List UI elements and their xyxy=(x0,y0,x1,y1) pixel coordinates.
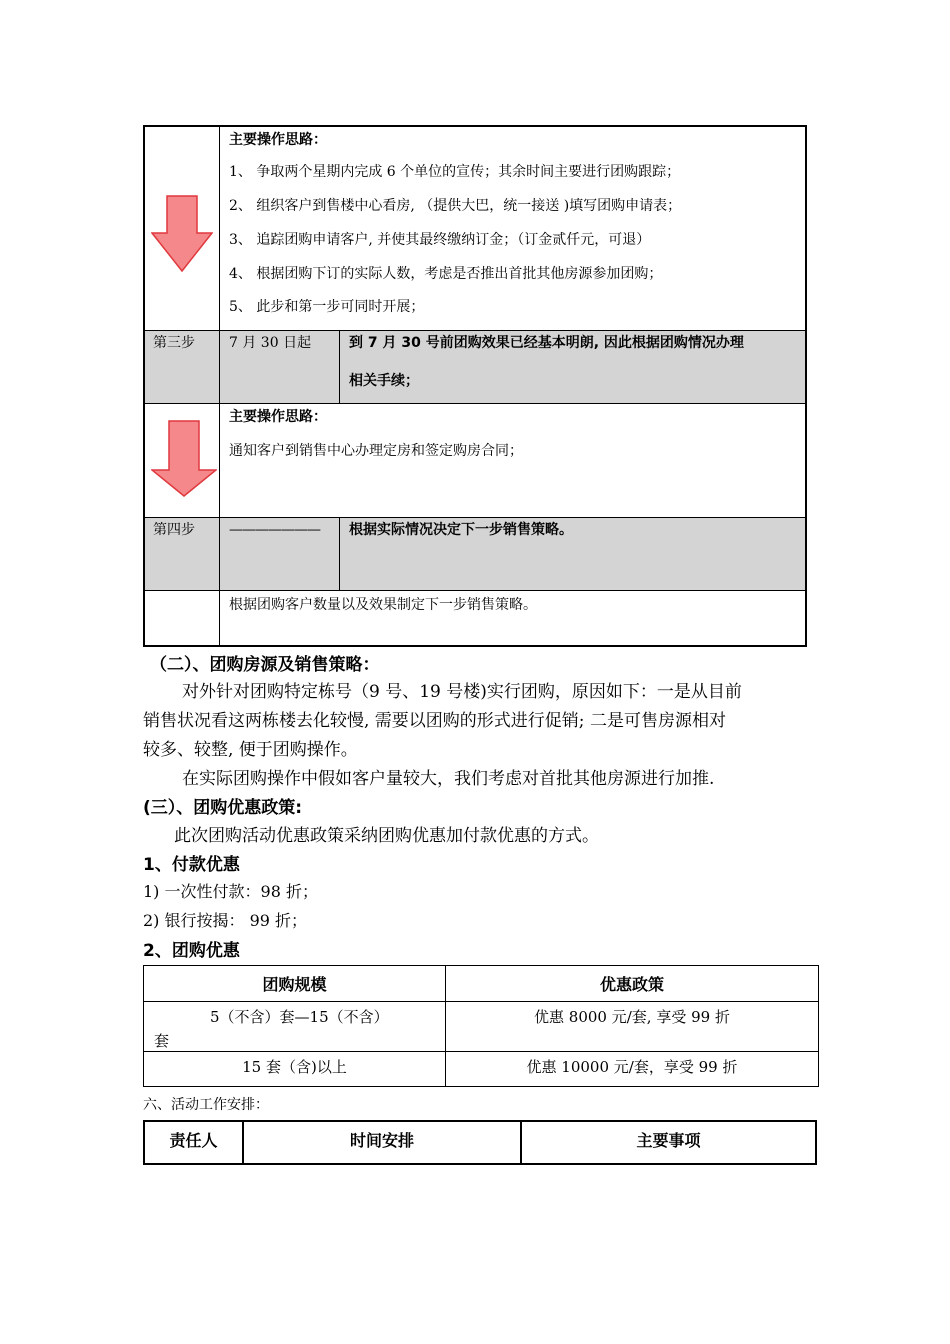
block1-item: 5、 此步和第一步可同时开展； xyxy=(229,299,425,315)
step4-desc: 根据实际情况决定下一步销售策略。 xyxy=(349,522,573,538)
schedule-header-time: 时间安排 xyxy=(349,1131,414,1150)
step4-date: ——————— xyxy=(229,522,320,538)
schedule-header-items: 主要事项 xyxy=(636,1131,701,1150)
block1-item: 4、 根据团购下订的实际人数，考虑是否推出首批其他房源参加团购； xyxy=(229,266,663,282)
discount-table xyxy=(143,965,819,1087)
section2-para2: 在实际团购操作中假如客户量较大，我们考虑对首批其他房源进行加推. xyxy=(182,769,715,789)
step4-label: 第四步 xyxy=(153,522,195,538)
down-arrow-icon xyxy=(151,420,217,498)
block1-item: 1、 争取两个星期内完成 6 个单位的宣传；其余时间主要进行团购跟踪； xyxy=(229,164,681,180)
step3-desc-line1: 到 7 月 30 号前团购效果已经基本明朗, 因此根据团购情况办理 xyxy=(349,335,744,351)
discount-row1-policy: 优惠 8000 元/套, 享受 99 折 xyxy=(534,1008,730,1026)
section2-para1-line3: 较多、较整, 便于团购操作。 xyxy=(143,740,358,760)
group-discount-title: 2、团购优惠 xyxy=(143,941,240,961)
discount-row1-scale: 5（不含）套—15（不含） xyxy=(210,1008,389,1026)
discount-row2-policy: 优惠 10000 元/套，享受 99 折 xyxy=(526,1058,738,1076)
section6-title: 六、活动工作安排： xyxy=(143,1097,269,1113)
step3-date: 7 月 30 日起 xyxy=(229,335,312,351)
block1-heading: 主要操作思路： xyxy=(229,132,327,148)
section2-para1-line2: 销售状况看这两栋楼去化较慢, 需要以团购的形式进行促销; 二是可售房源相对 xyxy=(143,711,726,731)
operation-steps-table xyxy=(143,125,807,647)
block1-item: 2、 组织客户到售楼中心看房, （提供大巴，统一接送 )填写团购申请表； xyxy=(229,198,682,214)
payment-discount-title: 1、付款优惠 xyxy=(143,855,240,875)
step3-desc-line2: 相关手续； xyxy=(349,373,419,389)
section2-para1-line1: 对外针对团购特定栋号（9 号、19 号楼)实行团购，原因如下：一是从目前 xyxy=(182,682,742,702)
discount-header-policy: 优惠政策 xyxy=(599,975,664,994)
discount-header-scale: 团购规模 xyxy=(262,975,327,994)
payment-item: 2) 银行按揭： 99 折； xyxy=(143,911,308,930)
discount-row1-scale-cont: 套 xyxy=(154,1032,170,1050)
discount-row2-scale: 15 套（含)以上 xyxy=(242,1058,347,1076)
payment-item: 1) 一次性付款：98 折； xyxy=(143,882,318,901)
section2-title: （二）、团购房源及销售策略： xyxy=(150,655,380,675)
work-schedule-table xyxy=(143,1120,817,1165)
schedule-header-owner: 责任人 xyxy=(169,1131,218,1150)
down-arrow-icon xyxy=(151,195,213,273)
block1-item: 3、 追踪团购申请客户, 并使其最终缴纳订金；（订金贰仟元，可退） xyxy=(229,232,651,248)
last-row-text: 根据团购客户数量以及效果制定下一步销售策略。 xyxy=(229,597,537,613)
block2-text: 通知客户到销售中心办理定房和签定购房合同； xyxy=(229,443,523,459)
section3-intro: 此次团购活动优惠政策采纳团购优惠加付款优惠的方式。 xyxy=(174,826,599,846)
block2-heading: 主要操作思路： xyxy=(229,409,327,425)
section3-title: (三）、团购优惠政策: xyxy=(143,798,303,818)
step3-label: 第三步 xyxy=(153,335,195,351)
